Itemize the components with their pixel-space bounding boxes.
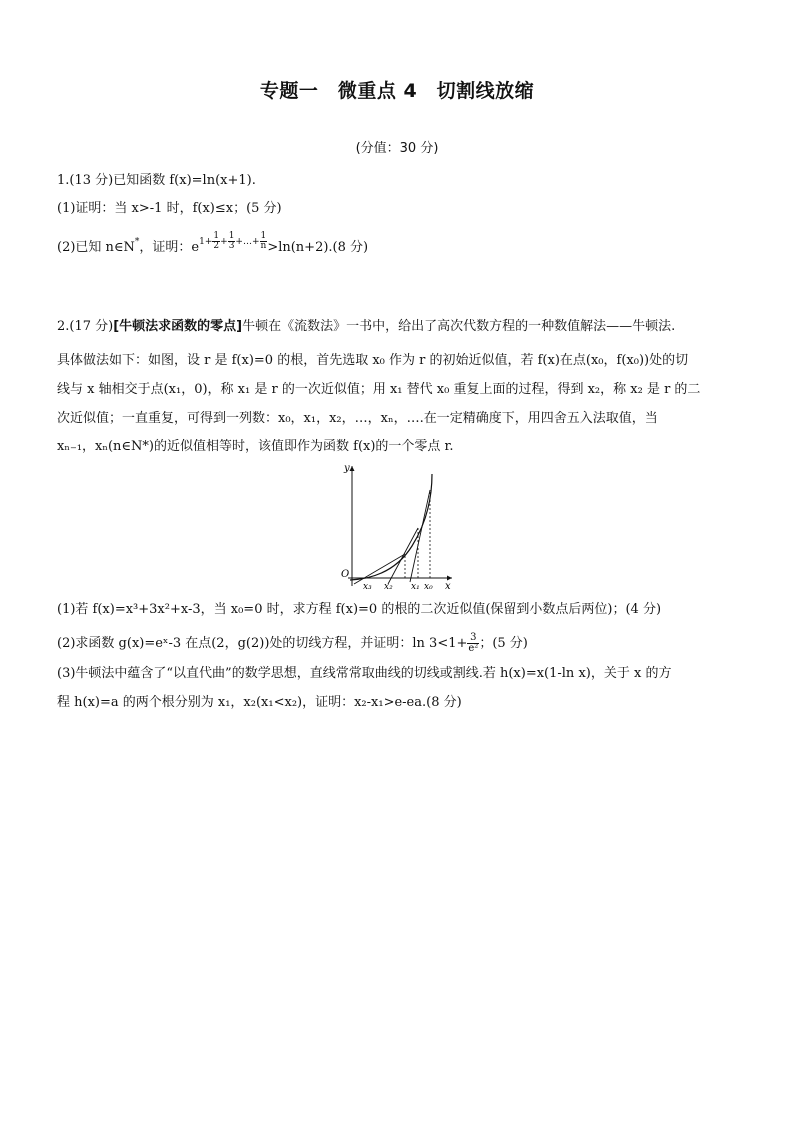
exponent xyxy=(199,231,267,251)
problem1-part2-prefix: (2)已知 n∈N xyxy=(57,240,135,255)
problem2-part2-prefix: (2)求函数 g(x)=eˣ-3 在点(2，g(2))处的切线方程，并证明：ln 3<1+ xyxy=(57,636,468,651)
exp-dots: +…+ xyxy=(235,237,260,247)
exp-one: 1+ xyxy=(199,237,213,247)
exp-frac-half xyxy=(212,232,220,251)
problem2-part2-suffix: ；(5 分) xyxy=(479,636,528,651)
tangent-at-x0 xyxy=(410,490,430,582)
score-note: (分值：30 分) xyxy=(355,141,439,156)
y-axis-arrow xyxy=(350,466,355,471)
tangent-at-x2 xyxy=(354,554,405,584)
x2-label: x₂ xyxy=(384,582,393,592)
problem2-tag: [牛顿法求函数的零点] xyxy=(113,319,243,334)
problem2-part2 xyxy=(57,633,528,654)
y-axis-label: y xyxy=(344,463,350,474)
x-axis-label: x xyxy=(445,581,451,592)
newton-method-figure xyxy=(330,462,460,592)
problem2-stem-line1 xyxy=(57,318,675,336)
problem2-stem-line2: 具体做法如下：如图，设 r 是 f(x)=0 的根，首先选取 x₀ 作为 r 的初始近似值，若 f(x)在点(x₀，f(x₀))处的切 xyxy=(57,353,689,368)
exp-frac-num: 1 xyxy=(213,231,220,241)
tangent-at-x1 xyxy=(388,528,418,584)
problem2-number: 2.(17 分) xyxy=(57,319,114,334)
exp-plus: + xyxy=(220,237,228,247)
problem2-part2-frac xyxy=(467,633,479,654)
page-title: 专题一 微重点 4 切割线放缩 xyxy=(259,80,535,102)
exp-frac-den: n xyxy=(260,241,267,251)
problem1-part1: (1)证明：当 x>-1 时，f(x)≤x；(5 分) xyxy=(57,201,282,216)
exp-frac-den: 2 xyxy=(213,241,220,251)
problem2-stem-line3: 线与 x 轴相交于点(x₁，0)，称 x₁ 是 r 的一次近似值；用 x₁ 替代 x₀ 重复上面的过程，得到 x₂，称 x₂ 是 r 的二 xyxy=(57,382,701,397)
problem1-part2 xyxy=(57,232,368,257)
exp-frac-den: 3 xyxy=(228,241,235,251)
problem2-part3-line2: 程 h(x)=a 的两个根分别为 x₁，x₂(x₁<x₂)，证明：x₂-x₁>e-ea.(8 分) xyxy=(57,695,462,710)
problem2-stem-text: 牛顿在《流数法》一书中，给出了高次代数方程的一种数值解法——牛顿法. xyxy=(242,319,676,334)
x-axis-arrow xyxy=(447,576,452,581)
problem1-part2-star: * xyxy=(134,237,140,247)
problem2-stem-line5: xₙ₋₁，xₙ(n∈N*)的近似值相等时，该值即作为函数 f(x)的一个零点 r. xyxy=(57,439,454,454)
x3-label: x₃ xyxy=(363,582,372,592)
problem2-part3-line1: (3)牛顿法中蕴含了“以直代曲”的数学思想，直线常常取曲线的切线或割线.若 h(x)=x(1-ln x)，关于 x 的方 xyxy=(57,666,672,681)
problem2-part1: (1)若 f(x)=x³+3x²+x-3，当 x₀=0 时，求方程 f(x)=0 的根的二次近似值(保留到小数点后两位)；(4 分) xyxy=(57,602,662,617)
frac-den: e² xyxy=(468,643,479,654)
frac-num: 3 xyxy=(467,633,479,644)
origin-label: O xyxy=(341,569,350,580)
x0-label: x₀ xyxy=(424,582,433,592)
problem1-part2-suffix: >ln(n+2).(8 分) xyxy=(267,240,369,255)
function-curve xyxy=(350,474,432,580)
x1-label: x₁ xyxy=(411,582,420,592)
problem1-stem: 1.(13 分)已知函数 f(x)=ln(x+1). xyxy=(57,173,256,188)
problem1-part2-mid: ，证明：e xyxy=(139,240,200,255)
exp-frac-num: 1 xyxy=(260,231,267,241)
problem2-stem-line4: 次近似值；一直重复，可得到一列数：x₀，x₁，x₂，…，xₙ，….在一定精确度下，用四舍五入法取值，当 xyxy=(57,411,658,426)
exp-frac-num: 1 xyxy=(228,231,235,241)
